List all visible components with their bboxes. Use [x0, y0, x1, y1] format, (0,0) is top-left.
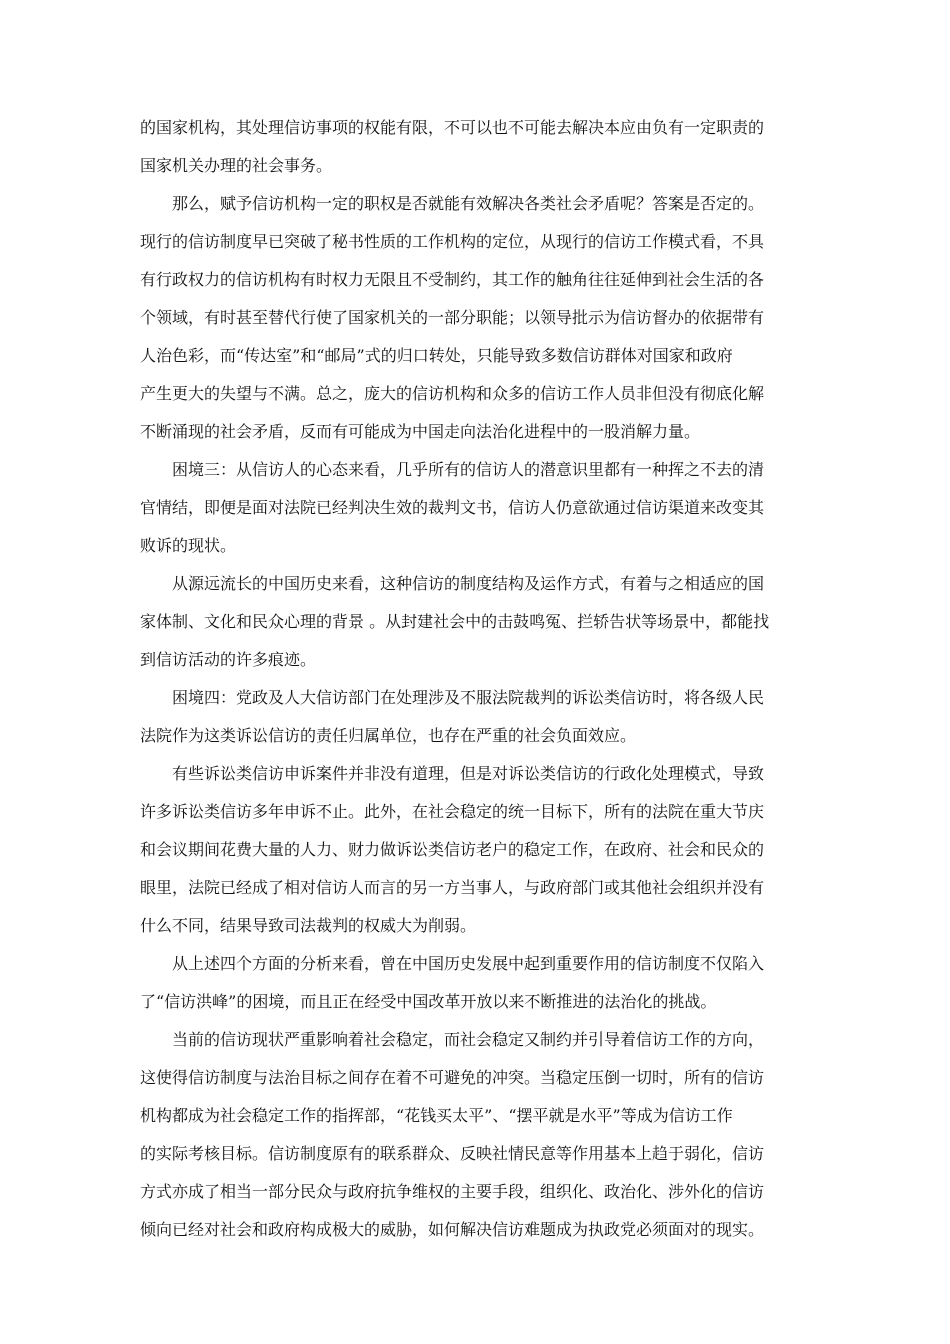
text-line: 的实际考核目标。信访制度原有的联系群众、反映社情民意等作用基本上趋于弱化，信访: [140, 1144, 765, 1163]
text-line: 了“信访洪峰”的困境，而且正在经受中国改革开放以来不断推进的法治化的挑战。: [140, 992, 717, 1011]
text-line: 不断涌现的社会矛盾，反而有可能成为中国走向法治化进程中的一股消解力量。: [140, 422, 701, 441]
paragraph-start-line: 有些诉讼类信访申诉案件并非没有道理，但是对诉讼类信访的行政化处理模式，导致: [172, 764, 765, 783]
text-line: 个领域，有时甚至替代行使了国家机关的一部分职能；以领导批示为信访督办的依据带有: [140, 308, 765, 327]
paragraph-start-line: 从上述四个方面的分析来看，曾在中国历史发展中起到重要作用的信访制度不仅陷入: [172, 954, 765, 973]
paragraph-start-line: 那么，赋予信访机构一定的职权是否就能有效解决各类社会矛盾呢？答案是否定的。: [172, 194, 765, 213]
text-line: 的国家机构，其处理信访事项的权能有限，不可以也不可能去解决本应由负有一定职责的: [140, 118, 765, 137]
text-line: 这使得信访制度与法治目标之间存在着不可避免的冲突。当稳定压倒一切时，所有的信访: [140, 1068, 765, 1087]
text-line: 许多诉讼类信访多年申诉不止。此外，在社会稳定的统一目标下，所有的法院在重大节庆: [140, 802, 765, 821]
text-line: 人治色彩，而“传达室”和“邮局”式的归口转处，只能导致多数信访群体对国家和政府: [140, 346, 733, 365]
paragraph-start-line: 困境四：党政及人大信访部门在处理涉及不服法院裁判的诉讼类信访时，将各级人民: [172, 688, 765, 707]
text-line: 现行的信访制度早已突破了秘书性质的工作机构的定位，从现行的信访工作模式看，不具: [140, 232, 765, 251]
text-line: 产生更大的失望与不满。总之，庞大的信访机构和众多的信访工作人员非但没有彻底化解: [140, 384, 765, 403]
text-line: 方式亦成了相当一部分民众与政府抗争维权的主要手段，组织化、政治化、涉外化的信访: [140, 1182, 765, 1201]
text-line: 法院作为这类诉讼信访的责任归属单位，也存在严重的社会负面效应。: [140, 726, 637, 745]
text-line: 眼里，法院已经成了相对信访人而言的另一方当事人，与政府部门或其他社会组织并没有: [140, 878, 765, 897]
text-line: 家体制、文化和民众心理的背景 。从封建社会中的击鼓鸣冤、拦轿告状等场景中，都能找: [140, 612, 770, 631]
text-line: 倾向已经对社会和政府构成极大的威胁，如何解决信访难题成为执政党必须面对的现实。: [140, 1220, 765, 1239]
paragraph-start-line: 从源远流长的中国历史来看，这种信访的制度结构及运作方式，有着与之相适应的国: [172, 574, 765, 593]
text-line: 到信访活动的许多痕迹。: [140, 650, 317, 669]
paragraph-start-line: 当前的信访现状严重影响着社会稳定，而社会稳定又制约并引导着信访工作的方向，: [172, 1030, 765, 1049]
text-line: 有行政权力的信访机构有时权力无限且不受制约，其工作的触角往往延伸到社会生活的各: [140, 270, 765, 289]
text-line: 官情结，即便是面对法院已经判决生效的裁判文书，信访人仍意欲通过信访渠道来改变其: [140, 498, 765, 517]
text-line: 国家机关办理的社会事务。: [140, 156, 333, 175]
text-line: 什么不同，结果导致司法裁判的权威大为削弱。: [140, 916, 477, 935]
text-line: 和会议期间花费大量的人力、财力做诉讼类信访老户的稳定工作，在政府、社会和民众的: [140, 840, 765, 859]
text-line: 机构都成为社会稳定工作的指挥部，“花钱买太平”、“摆平就是水平”等成为信访工作: [140, 1106, 733, 1125]
text-line: 败诉的现状。: [140, 536, 237, 555]
paragraph-start-line: 困境三：从信访人的心态来看，几乎所有的信访人的潜意识里都有一种挥之不去的清: [172, 460, 765, 479]
